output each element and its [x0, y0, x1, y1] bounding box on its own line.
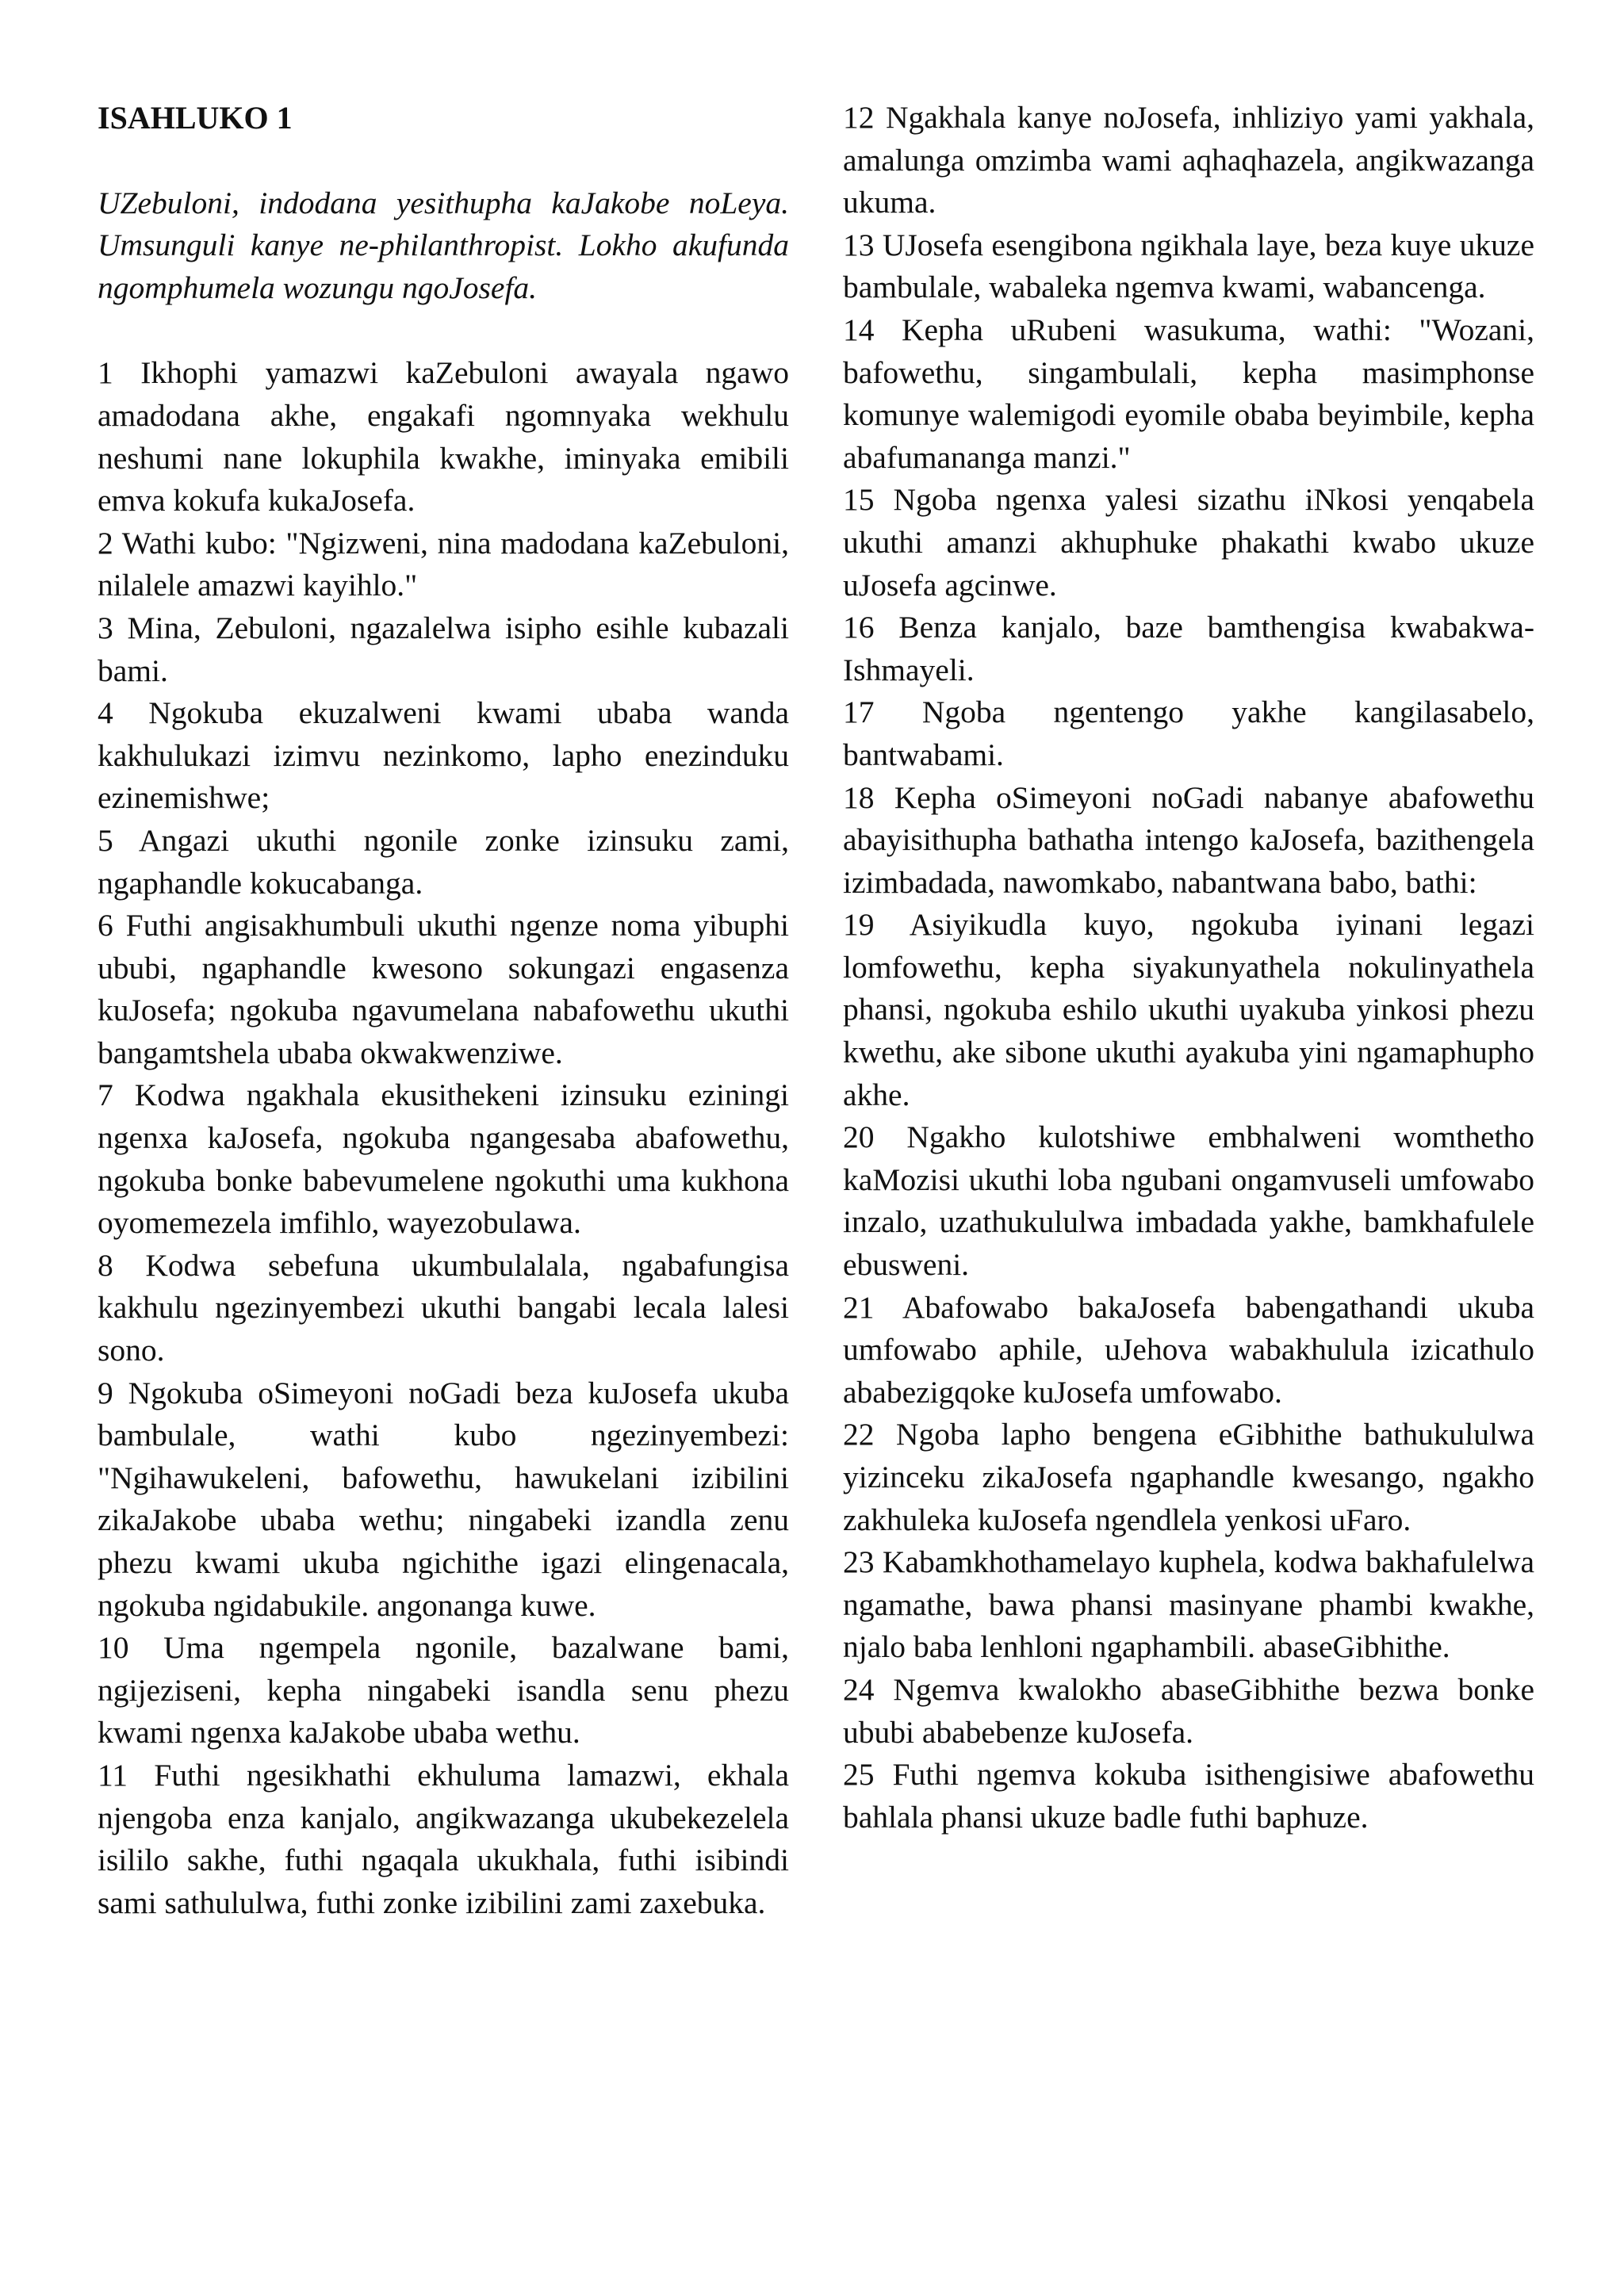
verse-1: 1 Ikhophi yamazwi kaZebuloni awayala ngawo amadodana akhe, engakafi ngomnyaka wekhulu neshumi nane lokuphila kwakhe, iminyaka emibili emva kokufa kukaJosefa.: [98, 355, 789, 519]
verse-4: 4 Ngokuba ekuzalweni kwami ubaba wanda kakhulukazi izimvu nezinkomo, lapho enezinduku ezinemishwe;: [98, 695, 789, 816]
verse-2: 2 Wathi kubo: "Ngizweni, nina madodana kaZebuloni, nilalele amazwi kayihlo.": [98, 525, 789, 603]
verse-9: 9 Ngokuba oSimeyoni noGadi beza kuJosefa ukuba bambulale, wathi kubo ngezinyembezi: "Ngihawukeleni, bafowethu, hawukelani izibilini zikaJakobe ubaba wethu; ningabeki izandla zenu phezu kwami ukuba ngichithe igazi elingenacala, ngokuba ngidabukile. angonanga kuwe.: [98, 1375, 789, 1623]
verse-18: 18 Kepha oSimeyoni noGadi nabanye abafowethu abayisithupha bathatha intengo kaJosefa, bazithengela izimbadada, nawomkabo, nabantwana babo, bathi:: [843, 779, 1534, 900]
verse-19: 19 Asiyikudla kuyo, ngokuba iyinani legazi lomfowethu, kepha siyakunyathela nokulinyathela phansi, ngokuba eshilo ukuthi uyakuba yinkosi phezu kwethu, ake sibone ukuthi ayakuba yini ngamaphupho akhe.: [843, 907, 1534, 1112]
verse-23: 23 Kabamkhothamelayo kuphela, kodwa bakhafulelwa ngamathe, bawa phansi masinyane phambi kwakhe, njalo baba lenhloni ngaphambili. abaseGibhithe.: [843, 1544, 1534, 1665]
verse-21: 21 Abafowabo bakaJosefa babengathandi ukuba umfowabo aphile, uJehova wabakhulula izicathulo ababezigqoke kuJosefa umfowabo.: [843, 1289, 1534, 1410]
verse-3: 3 Mina, Zebuloni, ngazalelwa isipho esihle kubazali bami.: [98, 610, 789, 688]
verse-5: 5 Angazi ukuthi ngonile zonke izinsuku zami, ngaphandle kokucabanga.: [98, 822, 789, 901]
verse-24: 24 Ngemva kwalokho abaseGibhithe bezwa bonke ububi ababebenze kuJosefa.: [843, 1671, 1534, 1750]
chapter-title: ISAHLUKO 1: [98, 100, 293, 136]
verse-20: 20 Ngakho kulotshiwe embhalweni womthetho kaMozisi ukuthi loba ngubani ongamvuseli umfowabo inzalo, uzathukululwa imbadada yakhe, bamkhafulele ebusweni.: [843, 1119, 1534, 1283]
verse-13: 13 UJosefa esengibona ngikhala laye, beza kuye ukuze bambulale, wabaleka ngemva kwami, wabancenga.: [843, 227, 1534, 305]
left-column: [98, 97, 789, 1924]
verse-12: 12 Ngakhala kanye noJosefa, inhliziyo yami yakhala, amalunga omzimba wami aqhaqhazela, angikwazanga ukuma.: [843, 100, 1534, 220]
verse-8: 8 Kodwa sebefuna ukumbulalala, ngabafungisa kakhulu ngezinyembezi ukuthi bangabi lecala lalesi sono.: [98, 1247, 789, 1368]
verse-16: 16 Benza kanjalo, baze bamthengisa kwabakwa-Ishmayeli.: [843, 610, 1534, 687]
verse-6: 6 Futhi angisakhumbuli ukuthi ngenze noma yibuphi ububi, ngaphandle kwesono sokungazi engasenza kuJosefa; ngokuba ngavumelana nabafowethu ukuthi bangamtshela ubaba okwakwenziwe.: [98, 908, 789, 1070]
verse-10: 10 Uma ngempela ngonile, bazalwane bami, ngijeziseni, kepha ningabeki isandla senu phezu kwami ngenxa kaJakobe ubaba wethu.: [98, 1630, 789, 1751]
verse-22: 22 Ngoba lapho bengena eGibhithe bathukululwa yizinceku zikaJosefa ngaphandle kwesango, ngakho zakhuleka kuJosefa ngendlela yenkosi uFaro.: [843, 1417, 1534, 1537]
verse-15: 15 Ngoba ngenxa yalesi sizathu iNkosi yenqabela ukuthi amanzi akhuphuke phakathi kwabo ukuze uJosefa agcinwe.: [843, 482, 1534, 603]
verse-11: 11 Futhi ngesikhathi ekhuluma lamazwi, ekhala njengoba enza kanjalo, angikwazanga ukubekezelela isililo sakhe, futhi ngaqala ukukhala, futhi isibindi sami sathululwa, futhi zonke izibilini zami zaxebuka.: [98, 1757, 789, 1920]
verse-7: 7 Kodwa ngakhala ekusithekeni izinsuku eziningi ngenxa kaJosefa, ngokuba ngangesaba abafowethu, ngokuba bonke babevumelene ngokuthi uma kukhona oyomemezela imfihlo, wayezobulawa.: [98, 1077, 789, 1241]
right-column: [843, 97, 1534, 1839]
verse-17: 17 Ngoba ngentengo yakhe kangilasabelo, bantwabami.: [843, 695, 1534, 772]
verse-14: 14 Kepha uRubeni wasukuma, wathi: "Wozani, bafowethu, singambulali, kepha masimphonse komunye walemigodi eyomile obaba beyimbile, kepha abafumananga manzi.": [843, 312, 1534, 475]
verse-25: 25 Futhi ngemva kokuba isithengisiwe abafowethu bahlala phansi ukuze badle futhi baphuze.: [843, 1757, 1534, 1835]
chapter-intro: UZebuloni, indodana yesithupha kaJakobe noLeya. Umsunguli kanye ne-philanthropist. Lokho akufunda ngomphumela wozungu ngoJosefa.: [98, 185, 789, 305]
